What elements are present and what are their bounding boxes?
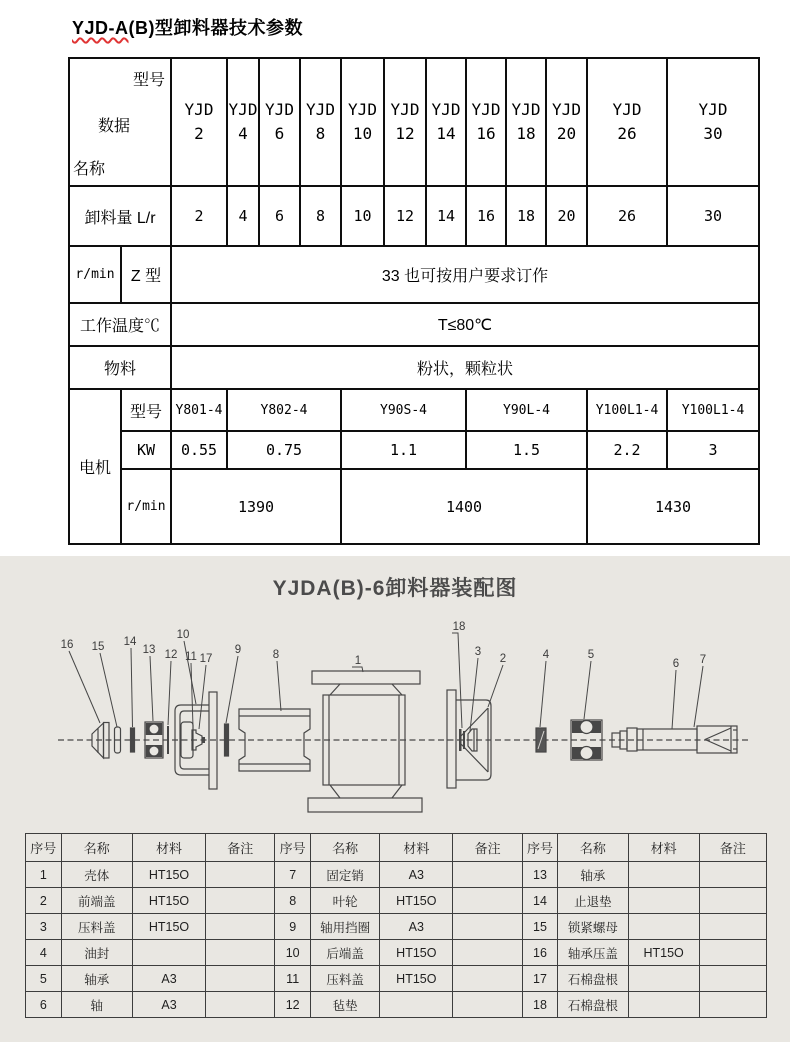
part-name: 压料盖	[310, 966, 379, 992]
part-name: 锁紧螺母	[558, 914, 628, 940]
oil-seal-part	[536, 728, 546, 752]
page-title-rest: (B)型卸料器技术参数	[128, 18, 304, 38]
corner-header-cell	[69, 58, 171, 186]
part-material: HT15O	[132, 888, 205, 914]
discharge-value: 30	[667, 186, 759, 246]
model-header	[227, 58, 259, 186]
model-series: YJD	[698, 100, 728, 119]
part-name: 前端盖	[61, 888, 132, 914]
part-no: 14	[522, 888, 558, 914]
motor-speed-value: 1430	[587, 469, 759, 544]
part-note	[699, 940, 766, 966]
discharge-value: 16	[466, 186, 506, 246]
material-value: 粉状，颗粒状	[171, 346, 759, 389]
discharge-value: 4	[227, 186, 259, 246]
part-name: 轴	[61, 992, 132, 1018]
model-size: 4	[238, 124, 248, 143]
part-label: 12	[164, 649, 178, 661]
motor-label: 电机	[69, 389, 121, 544]
part-name: 石棉盘根	[558, 992, 628, 1018]
part-name: 固定销	[310, 862, 379, 888]
part-no: 18	[522, 992, 558, 1018]
part-note	[699, 914, 766, 940]
model-series: YJD	[431, 100, 461, 119]
discharge-value: 2	[171, 186, 227, 246]
part-note	[206, 966, 275, 992]
leader-lines	[69, 633, 703, 731]
part-material: HT15O	[380, 966, 453, 992]
model-size: 6	[274, 124, 285, 143]
assembly-title: YJDA(B)-6卸料器装配图	[272, 577, 518, 600]
model-header	[384, 58, 426, 186]
motor-power-value: 3	[667, 431, 759, 469]
part-name: 壳体	[61, 862, 132, 888]
corner-label-data: 数据	[98, 118, 131, 135]
part-name: 轴用挡圈	[310, 914, 379, 940]
discharge-value: 26	[587, 186, 667, 246]
model-series: YJD	[511, 100, 541, 119]
model-header	[546, 58, 587, 186]
parts-header-no: 序号	[275, 834, 311, 862]
motor-speed-label: r/min	[121, 469, 171, 544]
temp-label: 工作温度℃	[69, 303, 171, 346]
model-size: 12	[395, 124, 415, 143]
part-note	[453, 862, 522, 888]
temp-value: T≤80℃	[171, 303, 759, 346]
part-label: 16	[60, 639, 74, 651]
discharge-value: 12	[384, 186, 426, 246]
part-material: HT15O	[132, 914, 205, 940]
part-material: HT15O	[132, 862, 205, 888]
discharge-value: 10	[341, 186, 384, 246]
model-header	[171, 58, 227, 186]
model-series: YJD	[265, 100, 294, 119]
model-size: 14	[436, 124, 456, 143]
part-note	[453, 914, 522, 940]
part-no: 3	[26, 914, 62, 940]
model-size: 16	[476, 124, 496, 143]
motor-model-value: Y90S-4	[341, 389, 466, 431]
model-series: YJD	[390, 100, 420, 119]
part-material: A3	[132, 966, 205, 992]
retaining-ring-part	[225, 724, 229, 756]
part-material: HT15O	[628, 940, 699, 966]
parts-header-name: 名称	[558, 834, 628, 862]
model-size: 8	[315, 124, 326, 143]
model-header	[426, 58, 466, 186]
part-note	[699, 888, 766, 914]
speed-value: 33 也可按用户要求订作	[171, 246, 759, 303]
model-series: YJD	[471, 100, 501, 119]
motor-power-value: 0.75	[227, 431, 341, 469]
model-series: YJD	[228, 100, 258, 119]
part-name: 压料盖	[61, 914, 132, 940]
discharge-value: 6	[259, 186, 300, 246]
discharge-value: 14	[426, 186, 466, 246]
parts-table	[25, 833, 767, 1018]
motor-power-value: 0.55	[171, 431, 227, 469]
parts-header-material: 材料	[380, 834, 453, 862]
model-size: 2	[194, 124, 204, 143]
part-material	[132, 940, 205, 966]
part-material: A3	[380, 862, 453, 888]
speed-label-rmin: r/min	[69, 246, 121, 303]
model-size: 30	[703, 124, 723, 143]
part-note	[206, 888, 275, 914]
part-label: 17	[199, 653, 213, 665]
part-no: 1	[26, 862, 62, 888]
part-name: 毡垫	[310, 992, 379, 1018]
spec-table	[68, 57, 760, 545]
parts-header-material: 材料	[132, 834, 205, 862]
part-no: 17	[522, 966, 558, 992]
part-note	[699, 862, 766, 888]
model-header	[667, 58, 759, 186]
part-label: 3	[474, 646, 482, 658]
model-series: YJD	[306, 100, 335, 119]
model-series: YJD	[184, 100, 214, 119]
part-label: 18	[452, 621, 466, 633]
part-note	[453, 888, 522, 914]
part-no: 15	[522, 914, 558, 940]
model-size: 26	[617, 124, 637, 143]
housing-part	[308, 671, 422, 812]
part-note	[453, 966, 522, 992]
model-series: YJD	[552, 100, 581, 119]
page-title-marked-text: YJD-A	[72, 18, 129, 38]
model-header	[466, 58, 506, 186]
parts-header-note: 备注	[206, 834, 275, 862]
part-note	[206, 992, 275, 1018]
model-series: YJD	[348, 100, 377, 119]
parts-header-note: 备注	[699, 834, 766, 862]
parts-header-no: 序号	[26, 834, 62, 862]
parts-header-material: 材料	[628, 834, 699, 862]
part-name: 轴承	[558, 862, 628, 888]
part-note	[453, 992, 522, 1018]
speed-label-ztype: Z 型	[121, 246, 171, 303]
part-note	[206, 914, 275, 940]
motor-model-value: Y100L1-4	[667, 389, 759, 431]
motor-model-value: Y90L-4	[466, 389, 587, 431]
model-size: 18	[516, 124, 536, 143]
part-label: 7	[699, 654, 707, 666]
part-name: 叶轮	[310, 888, 379, 914]
motor-power-value: 1.1	[341, 431, 466, 469]
motor-model-value: Y801-4	[171, 389, 227, 431]
part-name: 止退垫	[558, 888, 628, 914]
part-label: 6	[672, 658, 680, 670]
part-note	[206, 862, 275, 888]
motor-power-value: 2.2	[587, 431, 667, 469]
model-size: 10	[352, 124, 373, 143]
corner-label-name: 名称	[73, 161, 106, 178]
part-label: 11	[185, 651, 197, 663]
parts-header-no: 序号	[522, 834, 558, 862]
part-label: 15	[91, 641, 105, 653]
part-label: 8	[272, 649, 280, 661]
assembly-diagram	[0, 615, 790, 830]
part-label: 1	[354, 655, 362, 667]
part-label: 13	[142, 644, 156, 656]
part-label: 9	[234, 644, 242, 656]
motor-speed-value: 1400	[341, 469, 587, 544]
part-name: 石棉盘根	[558, 966, 628, 992]
motor-power-label: KW	[121, 431, 171, 469]
page-title	[72, 14, 303, 40]
discharge-value: 18	[506, 186, 546, 246]
motor-model-value: Y100L1-4	[587, 389, 667, 431]
motor-model-label: 型号	[121, 389, 171, 431]
part-label: 14	[123, 636, 137, 648]
part-label: 2	[499, 653, 507, 665]
part-no: 16	[522, 940, 558, 966]
motor-speed-value: 1390	[171, 469, 341, 544]
part-name: 轴承压盖	[558, 940, 628, 966]
discharge-value: 8	[300, 186, 341, 246]
parts-header-note: 备注	[453, 834, 522, 862]
model-header	[259, 58, 300, 186]
part-no: 5	[26, 966, 62, 992]
part-no: 7	[275, 862, 311, 888]
part-material	[628, 888, 699, 914]
part-material: A3	[132, 992, 205, 1018]
model-header	[300, 58, 341, 186]
part-material	[380, 992, 453, 1018]
part-no: 13	[522, 862, 558, 888]
model-header	[341, 58, 384, 186]
corner-label-model: 型号	[132, 72, 165, 89]
part-no: 4	[26, 940, 62, 966]
part-note	[699, 992, 766, 1018]
model-size: 20	[556, 124, 577, 143]
part-material	[628, 914, 699, 940]
front-end-cover-part	[447, 690, 491, 788]
part-no: 2	[26, 888, 62, 914]
motor-power-value: 1.5	[466, 431, 587, 469]
part-note	[699, 966, 766, 992]
part-note	[453, 940, 522, 966]
part-material: HT15O	[380, 940, 453, 966]
part-name: 油封	[61, 940, 132, 966]
part-label: 5	[587, 649, 595, 661]
part-label: 10	[176, 629, 190, 641]
discharge-value: 20	[546, 186, 587, 246]
part-label: 4	[542, 649, 550, 661]
discharge-label: 卸料量 L/r	[69, 186, 171, 246]
model-series: YJD	[612, 100, 642, 119]
motor-model-value: Y802-4	[227, 389, 341, 431]
part-no: 8	[275, 888, 311, 914]
part-material: HT15O	[380, 888, 453, 914]
model-header	[506, 58, 546, 186]
part-no: 11	[275, 966, 311, 992]
part-material	[628, 862, 699, 888]
model-header	[587, 58, 667, 186]
part-name: 轴承	[61, 966, 132, 992]
stop-washer-part	[131, 728, 135, 752]
part-material	[628, 966, 699, 992]
part-material: A3	[380, 914, 453, 940]
parts-header-name: 名称	[61, 834, 132, 862]
parts-header-name: 名称	[310, 834, 379, 862]
part-no: 9	[275, 914, 311, 940]
part-material	[628, 992, 699, 1018]
part-no: 10	[275, 940, 311, 966]
part-no: 6	[26, 992, 62, 1018]
part-note	[206, 940, 275, 966]
part-no: 12	[275, 992, 311, 1018]
part-name: 后端盖	[310, 940, 379, 966]
material-label: 物料	[69, 346, 171, 389]
